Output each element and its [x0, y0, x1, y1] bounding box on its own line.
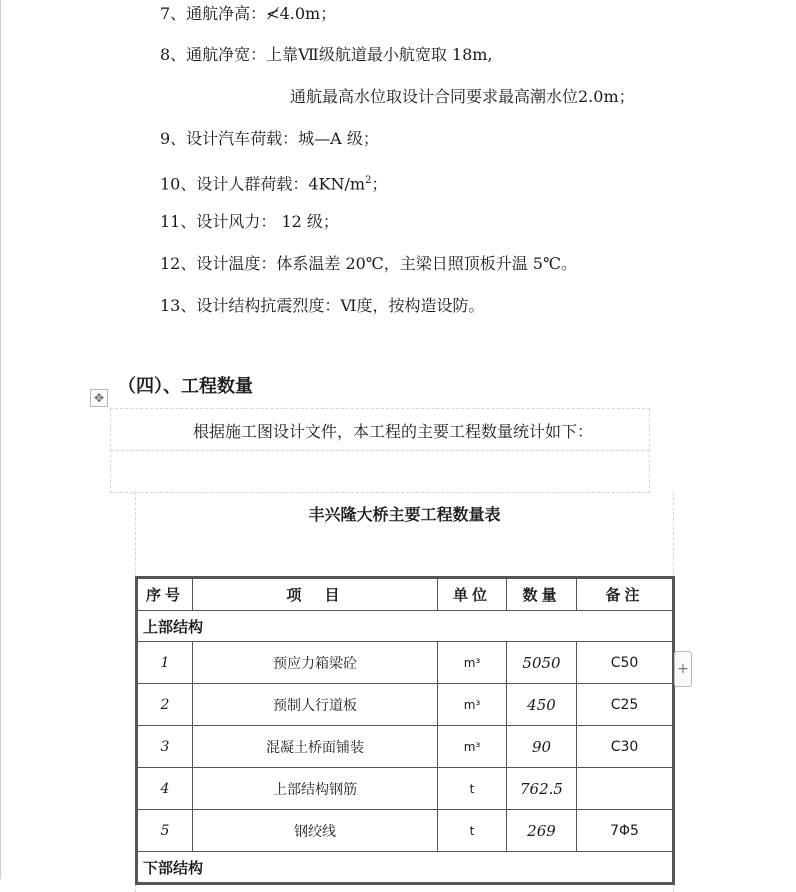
cell-unit: t	[438, 768, 507, 810]
section-label: 上部结构	[137, 611, 674, 642]
cell-qty: 450	[507, 684, 577, 726]
spec-line-9: 9、设计汽车荷载：城—A 级；	[160, 129, 379, 148]
cell-note: C30	[577, 726, 674, 768]
table-header-row	[137, 578, 674, 611]
table-row	[137, 810, 674, 852]
spec-line-10-text: 10、设计人群荷载：4KN/m	[160, 174, 366, 194]
cell-item: 上部结构钢筋	[193, 768, 438, 810]
page-edge	[0, 0, 1, 879]
spec-line-8: 8、通航净宽：上靠Ⅶ级航道最小航宽取 18m,	[160, 45, 493, 64]
table-title: 丰兴隆大桥主要工程数量表	[308, 505, 501, 524]
cell-qty: 269	[507, 810, 577, 852]
cell-unit: m³	[438, 726, 507, 768]
spec-line-8-continued: 通航最高水位取设计合同要求最高潮水位2.0m；	[290, 87, 635, 106]
table-row	[137, 768, 674, 810]
frame-divider	[111, 450, 649, 451]
spec-line-10-suffix: ；	[371, 174, 388, 194]
cell-item: 钢绞线	[193, 810, 438, 852]
cell-no: 5	[137, 810, 193, 852]
cell-note: 7Φ5	[577, 810, 674, 852]
intro-text: 根据施工图设计文件，本工程的主要工程数量统计如下：	[193, 422, 594, 441]
cell-item: 预制人行道板	[193, 684, 438, 726]
cell-no: 3	[137, 726, 193, 768]
superscript: 2	[365, 175, 372, 186]
cell-no: 2	[137, 684, 193, 726]
cell-no: 1	[137, 642, 193, 684]
table-section-row	[137, 611, 674, 642]
cell-note	[577, 768, 674, 810]
section-label: 下部结构	[137, 852, 674, 884]
spec-line-10	[160, 171, 387, 194]
cell-item: 预应力箱梁砼	[193, 642, 438, 684]
add-column-icon[interactable]: +	[674, 651, 692, 687]
spec-line-12: 12、设计温度：体系温差 20℃，主梁日照顶板升温 5℃。	[160, 254, 577, 273]
move-handle-icon[interactable]: ✥	[90, 389, 108, 407]
cell-qty: 90	[507, 726, 577, 768]
cell-no: 4	[137, 768, 193, 810]
table-row	[137, 726, 674, 768]
cell-qty: 5050	[507, 642, 577, 684]
table-row	[137, 642, 674, 684]
cell-unit: m³	[438, 642, 507, 684]
header-qty: 数量	[507, 578, 577, 611]
spec-line-13: 13、设计结构抗震烈度：Ⅵ度，按构造设防。	[160, 296, 485, 315]
header-unit: 单位	[438, 578, 507, 611]
header-note: 备注	[577, 578, 674, 611]
cell-unit: t	[438, 810, 507, 852]
spec-line-7: 7、通航净高：≮4.0m；	[160, 4, 337, 23]
cell-note: C25	[577, 684, 674, 726]
spec-line-11: 11、设计风力： 12 级；	[160, 212, 339, 231]
intro-text-frame	[110, 408, 650, 493]
header-item: 项 目	[193, 578, 438, 611]
cell-qty: 762.5	[507, 768, 577, 810]
quantity-table	[135, 576, 675, 885]
cell-note: C50	[577, 642, 674, 684]
table-row	[137, 684, 674, 726]
cell-item: 混凝土桥面铺装	[193, 726, 438, 768]
section-heading: （四）、工程数量	[118, 376, 253, 397]
cell-unit: m³	[438, 684, 507, 726]
header-no: 序号	[137, 578, 193, 611]
